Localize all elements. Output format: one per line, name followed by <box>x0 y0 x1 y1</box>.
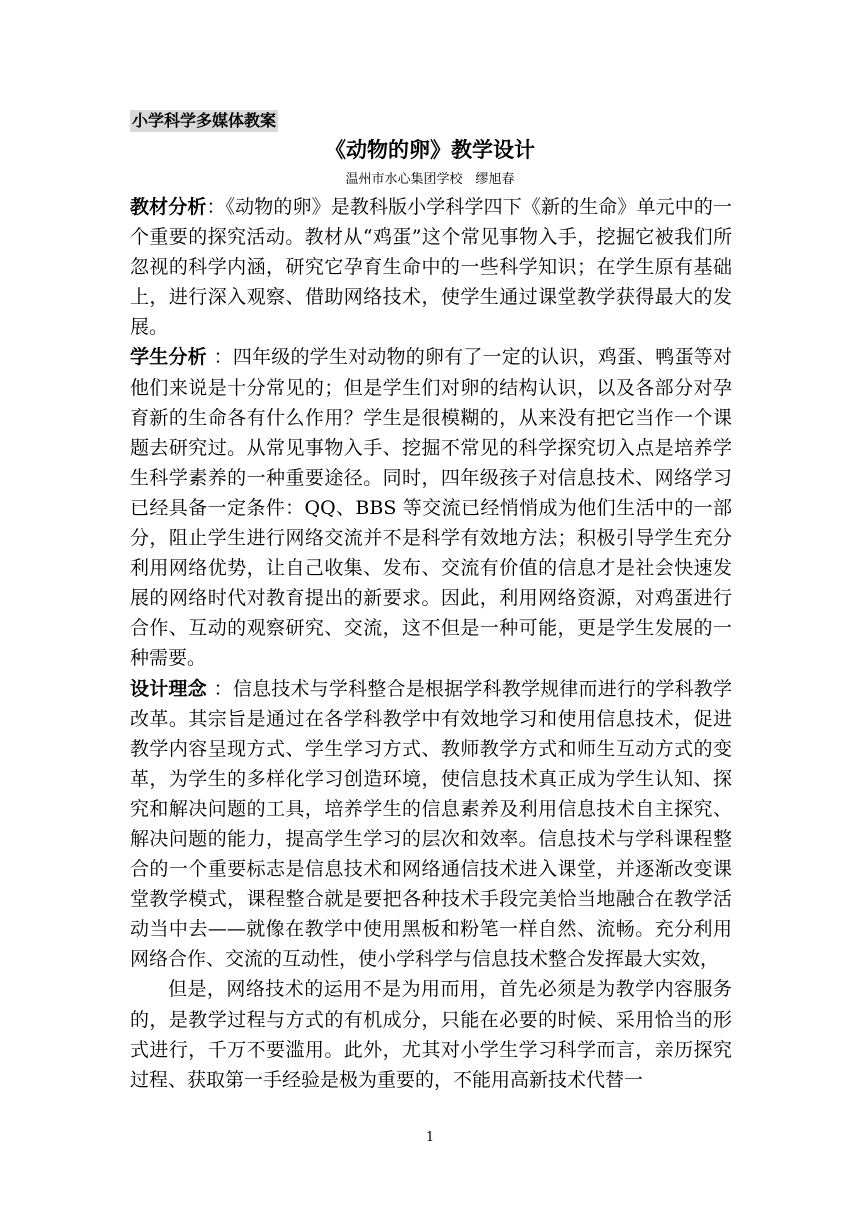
section-text: ：《动物的卵》是教科版小学科学四下《新的生命》单元中的一个重要的探究活动。教材从“鸡蛋”这个常见事物入手，挖掘它被我们所忽视的科学内涵，研究它孕育生命中的一些科学知识；在学生原有基础上，进行深入观察、借助网络技术，使学生通过课堂教学获得最大的发展。 <box>130 196 732 339</box>
body-paragraph: 但是，网络技术的运用不是为用而用，首先必须是为教学内容服务的，是教学过程与方式的有机成分，只能在必要的时候、采用恰当的形式进行，千万不要滥用。此外，尤其对小学生学习科学而言，亲历探究过程、获取第一手经验是极为重要的，不能用高新技术代替一 <box>130 978 732 1091</box>
section-label: 设计理念 <box>130 677 214 700</box>
author-line: 温州市水心集团学校 缪旭春 <box>345 172 515 187</box>
section-label: 教材分析 <box>130 196 207 218</box>
section-text: ：四年级的学生对动物的卵有了一定的认识，鸡蛋、鸭蛋等对他们来说是十分常见的；但是学生们对卵的结构认识，以及各部分对孕育新的生命各有什么作用？学生是很模糊的，从来没有把它当作一个课题去研究过。从常见事物入手、挖掘不常见的科学探究切入点是培养学生科学素养的一种重要途径。同时，四年级孩子对信息技术、网络学习已经具备一定条件：QQ、BBS 等交流已经悄悄成为他们生活中的一部分，阻止学生进行网络交流并不是科学有效地方法；积极引导学生充分利用网络优势，让自己收集、发布、交流有价值的信息才是社会快速发展的网络时代对教育提出的新要求。因此，利用网络资源，对鸡蛋进行合作、互动的观察研究、交流，这不但是一种可能，更是学生发展的一种需要。 <box>130 346 732 670</box>
section-design-concept <box>130 674 732 975</box>
section-text: ：信息技术与学科整合是根据学科教学规律而进行的学科教学改革。其宗旨是通过在各学科教学中有效地学习和使用信息技术，促进教学内容呈现方式、学生学习方式、教师教学方式和师生互动方式的变革，为学生的多样化学习创造环境，使信息技术真正成为学生认知、探究和解决问题的工具，培养学生的信息素养及利用信息技术自主探究、解决问题的能力，提高学生学习的层次和效率。信息技术与学科课程整合的一个重要标志是信息技术和网络通信技术进入课堂，并逐渐改变课堂教学模式，课程整合就是要把各种技术手段完美恰当地融合在教学活动当中去——就像在教学中使用黑板和粉笔一样自然、流畅。充分利用网络合作、交流的互动性，使小学科学与信息技术整合发挥最大实效， <box>130 677 732 971</box>
document-title: 《动物的卵》教学设计 <box>325 138 535 162</box>
section-label: 学生分析 <box>130 346 214 369</box>
document-body <box>130 192 732 1095</box>
section-student-analysis <box>130 342 732 673</box>
page-number: 1 <box>425 1130 435 1145</box>
header-label: 小学科学多媒体教案 <box>132 111 277 130</box>
section-textbook-analysis <box>130 192 732 342</box>
